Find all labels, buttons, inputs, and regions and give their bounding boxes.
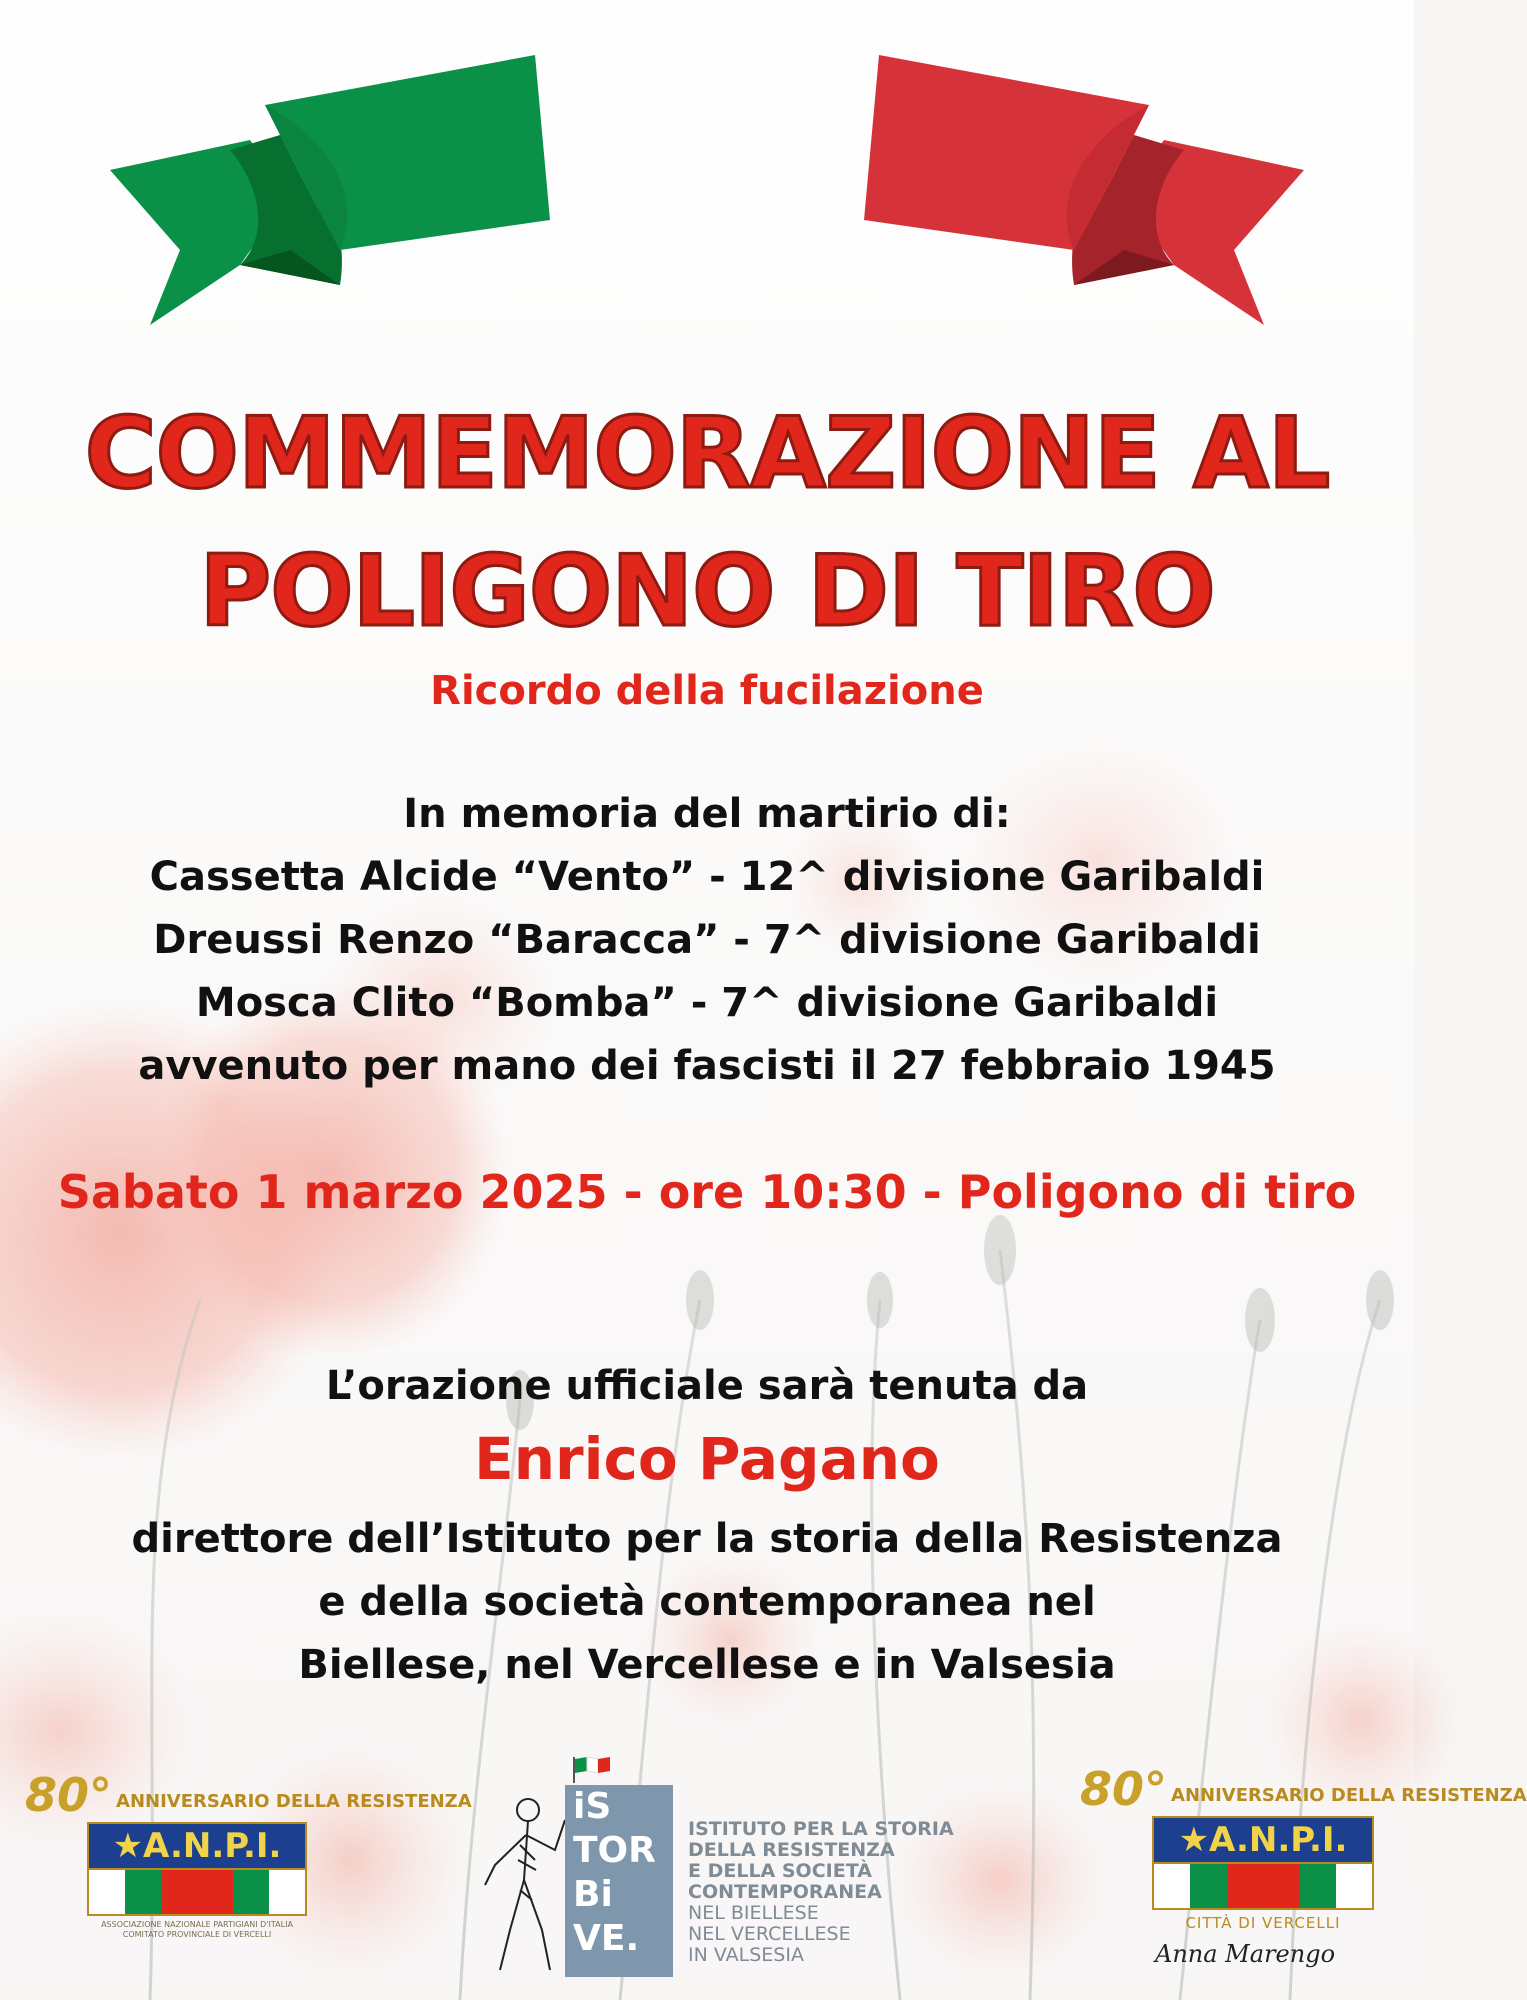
- anniversary-text: ANNIVERSARIO DELLA RESISTENZA: [116, 1791, 472, 1812]
- subtitle: Ricordo della fucilazione: [430, 668, 984, 714]
- istorbive-name-line: DELLA RESISTENZA: [688, 1839, 895, 1861]
- title-line-1: COMMEMORAZIONE AL: [84, 397, 1330, 511]
- martyr-line: Mosca Clito “Bomba” - 7^ divisione Garibaldi: [195, 980, 1219, 1026]
- anniversary-number: 80°: [1080, 1762, 1168, 1816]
- signature: Anna Marengo: [1155, 1940, 1336, 1968]
- speaker-role-line: direttore dell’Istituto per la storia della Resistenza: [131, 1516, 1283, 1562]
- memorial-block: [0, 783, 1414, 1098]
- anpi-flag-stripe: [1152, 1864, 1374, 1910]
- anpi-flag-stripe: [87, 1870, 307, 1916]
- speaker-role-line: Biellese, nel Vercellese e in Valsesia: [298, 1642, 1116, 1688]
- speech-intro: L’orazione ufficiale sarà tenuta da: [325, 1363, 1089, 1409]
- anpi-caption-2: COMITATO PROVINCIALE DI VERCELLI: [122, 1930, 272, 1939]
- istorbive-region-line: NEL BIELLESE: [688, 1902, 819, 1924]
- green-ribbon: [110, 55, 550, 330]
- istorbive-region-line: NEL VERCELLESE: [688, 1923, 851, 1945]
- speaker-role: [0, 1508, 1414, 1697]
- italian-flag-icon: [572, 1755, 612, 1785]
- title-line-2: POLIGONO DI TIRO: [199, 535, 1215, 649]
- partisan-figure-icon: [480, 1790, 570, 1975]
- anpi-name: ★A.N.P.I.: [1152, 1816, 1374, 1864]
- istorbive-name-line: ISTITUTO PER LA STORIA: [688, 1818, 954, 1840]
- event-date-time-place: Sabato 1 marzo 2025 - ore 10:30 - Poligono di tiro: [57, 1165, 1357, 1219]
- anpi-caption-1: ASSOCIAZIONE NAZIONALE PARTIGIANI D'ITALIA: [101, 1920, 293, 1929]
- istorbive-region-line: IN VALSESIA: [688, 1944, 804, 1966]
- anniversary-text: ANNIVERSARIO DELLA RESISTENZA: [1171, 1785, 1527, 1806]
- istorbive-mark-line: VE.: [573, 1918, 640, 1959]
- martyr-line: Dreussi Renzo “Baracca” - 7^ divisione Garibaldi: [153, 917, 1261, 963]
- istorbive-name-line: E DELLA SOCIETÀ: [688, 1860, 872, 1882]
- istorbive-name-line: CONTEMPORANEA: [688, 1881, 882, 1903]
- istorbive-logo: [480, 1755, 960, 1985]
- anniversary-number: 80°: [25, 1768, 113, 1822]
- anpi-name: ★A.N.P.I.: [87, 1822, 307, 1870]
- istorbive-mark: [565, 1785, 673, 1977]
- istorbive-name: [688, 1819, 954, 1966]
- memory-outro: avvenuto per mano dei fascisti il 27 febbraio 1945: [138, 1043, 1276, 1089]
- anpi-logo-left: [25, 1768, 472, 1940]
- speaker-role-line: e della società contemporanea nel: [318, 1579, 1096, 1625]
- red-ribbon: [864, 55, 1304, 330]
- anpi-logo-right: [1080, 1762, 1527, 1968]
- anpi-caption: CITTÀ DI VERCELLI: [1185, 1914, 1341, 1932]
- istorbive-mark-line: Bi: [573, 1874, 613, 1915]
- memory-intro: In memoria del martirio di:: [403, 791, 1011, 837]
- istorbive-mark-line: iS: [573, 1786, 612, 1827]
- speaker-name: Enrico Pagano: [474, 1425, 940, 1493]
- martyr-line: Cassetta Alcide “Vento” - 12^ divisione Garibaldi: [149, 854, 1265, 900]
- istorbive-mark-line: TOR: [573, 1830, 656, 1871]
